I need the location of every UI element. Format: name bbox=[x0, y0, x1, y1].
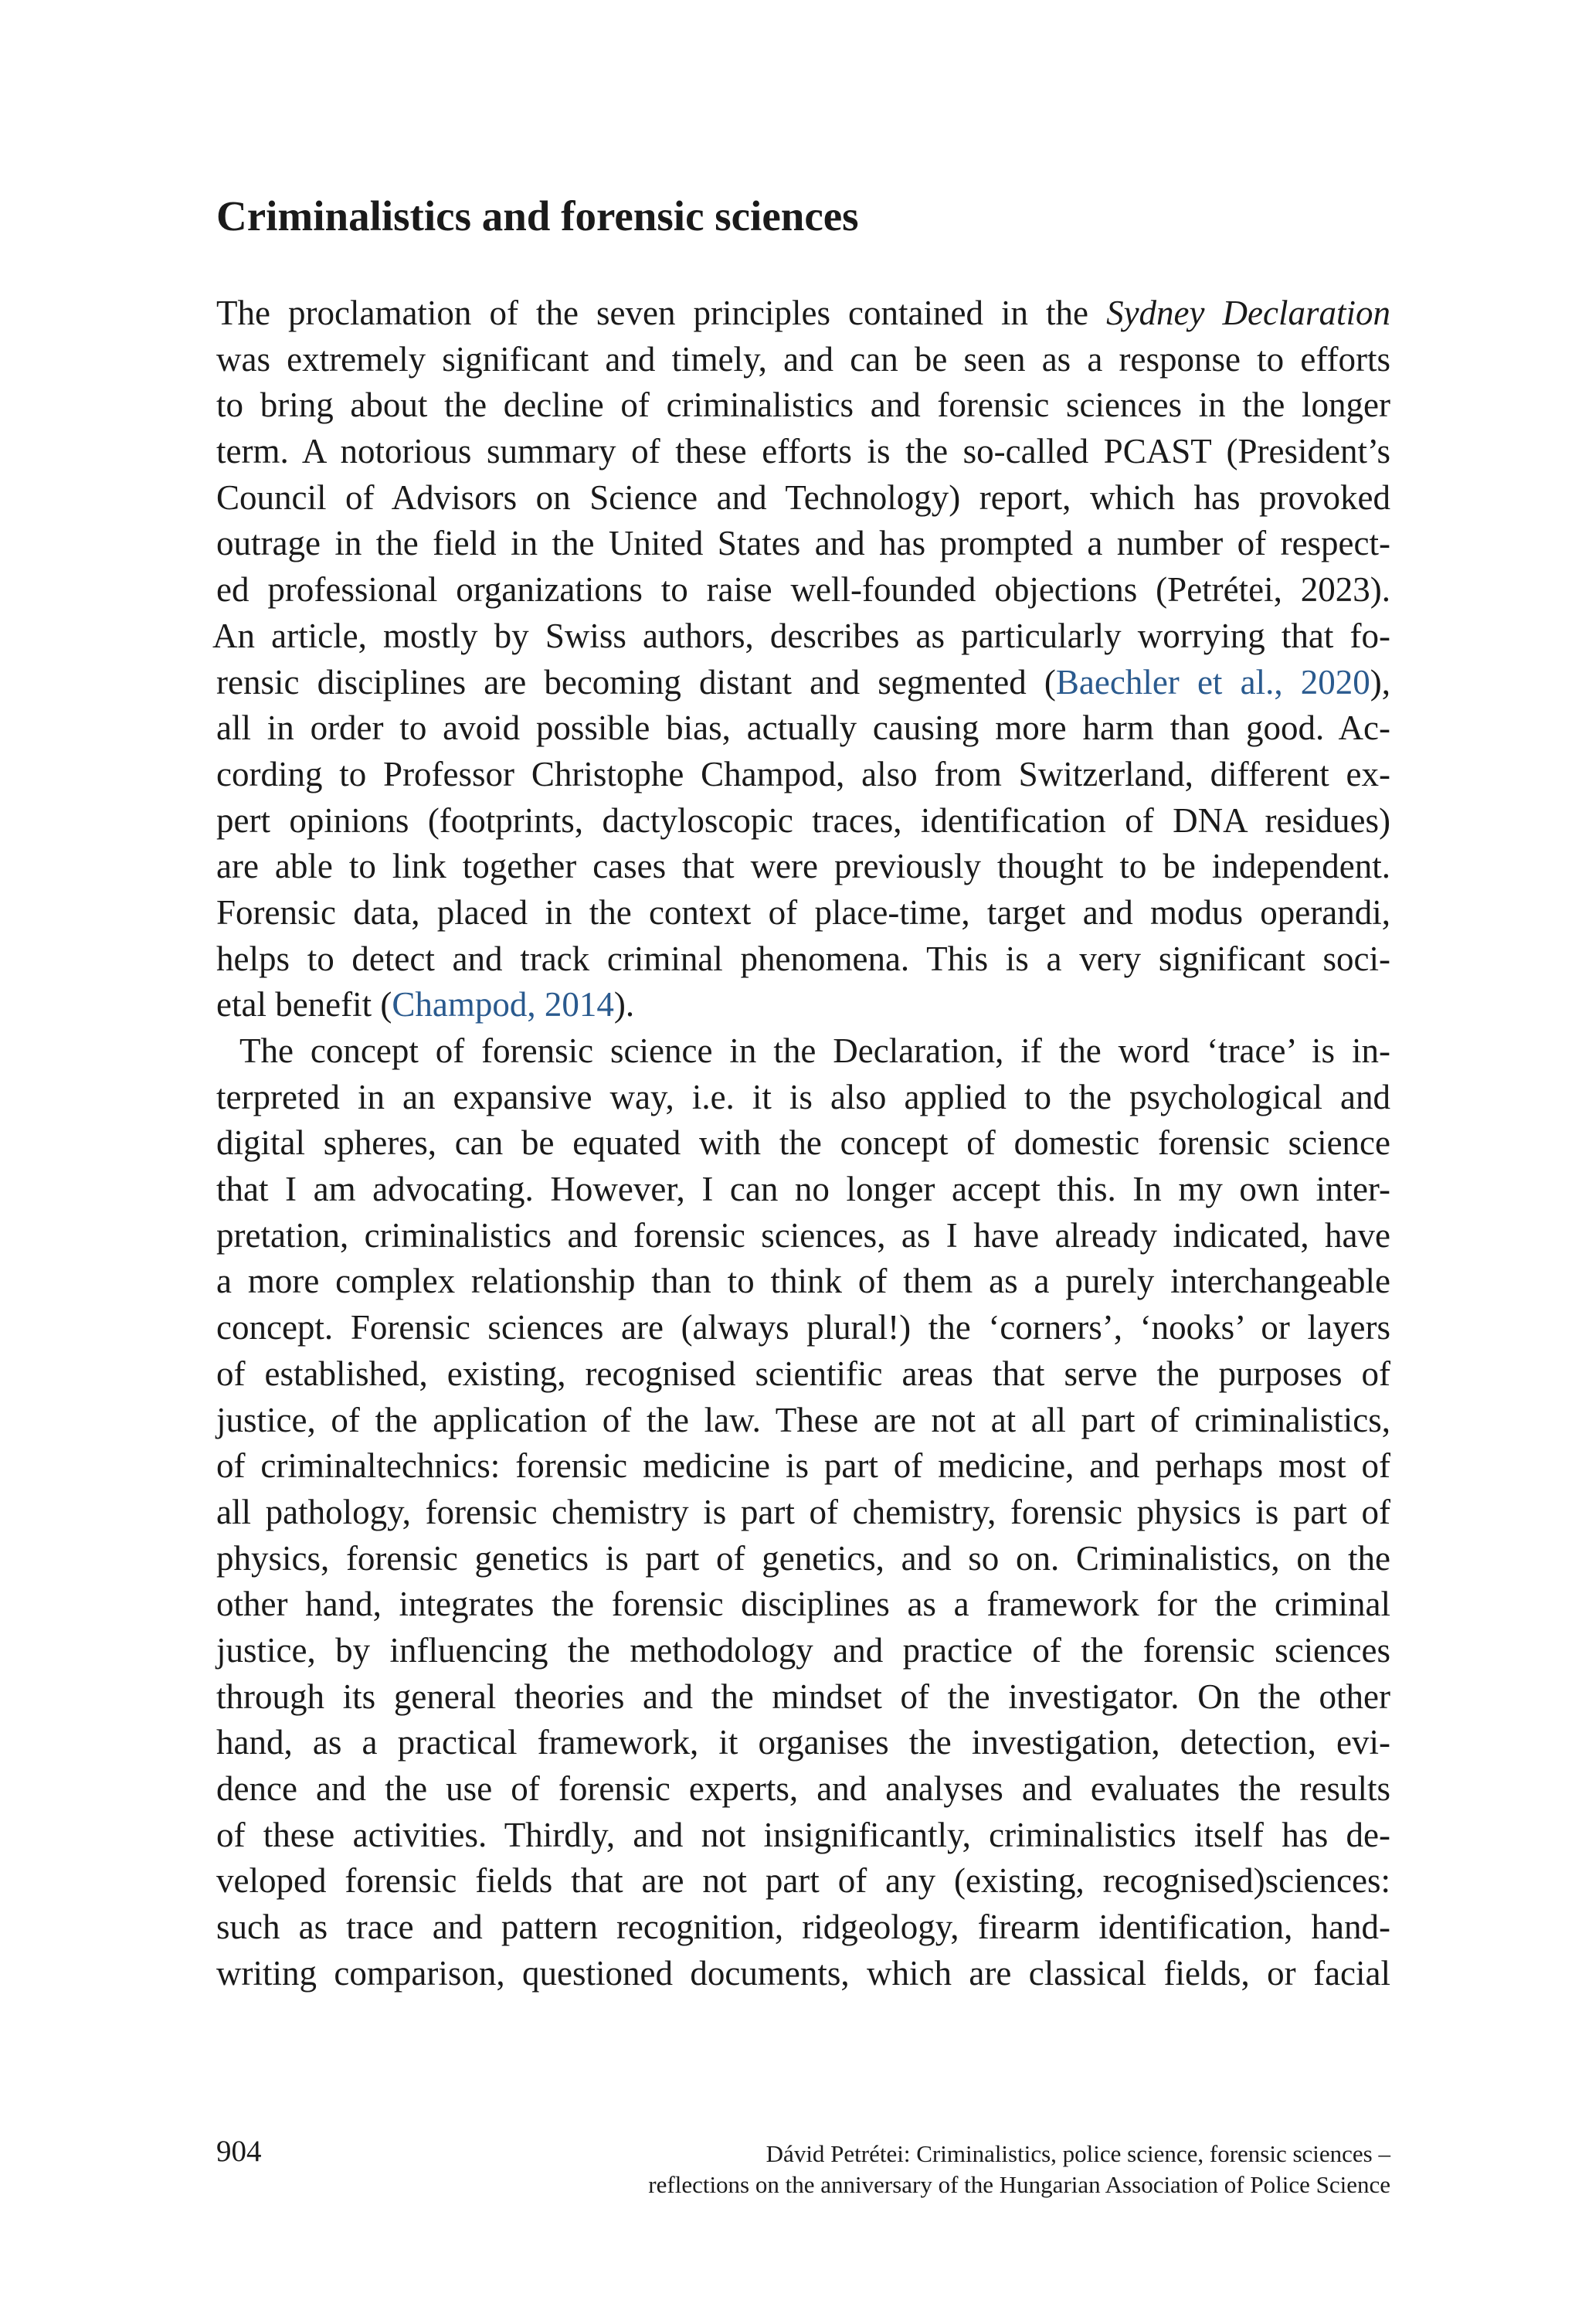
text-line: term. A notorious summary of these efforts is the so-called PCAST (President’s bbox=[216, 432, 1390, 471]
text-line: cording to Professor Christophe Champod, also from Switzerland, different ex- bbox=[216, 754, 1390, 793]
text-line: hand, as a practical framework, it organises the investigation, detection, evi- bbox=[216, 1723, 1390, 1762]
text-line: dence and the use of forensic experts, and analyses and evaluates the results bbox=[216, 1769, 1390, 1808]
text-line bbox=[216, 982, 1390, 1028]
text-line: through its general theories and the mindset of the investigator. On the other bbox=[216, 1677, 1390, 1716]
text-line: concept. Forensic sciences are (always plural!) the ‘corners’, ‘nooks’ or layers bbox=[216, 1308, 1390, 1347]
text-line: helps to detect and track criminal phenomena. This is a very significant soci- bbox=[216, 939, 1390, 978]
text-line: other hand, integrates the forensic disciplines as a framework for the criminal bbox=[216, 1585, 1390, 1624]
text-line: justice, of the application of the law. These are not at all part of criminalistics, bbox=[216, 1400, 1390, 1439]
text-segment: rensic disciplines are becoming distant and segmented ( bbox=[216, 662, 1056, 702]
text-line: all pathology, forensic chemistry is part of chemistry, forensic physics is part of bbox=[216, 1492, 1390, 1531]
text-line: such as trace and pattern recognition, ridgeology, firearm identification, hand- bbox=[216, 1908, 1390, 1947]
text-line: Council of Advisors on Science and Technology) report, which has provoked bbox=[216, 477, 1390, 517]
text-segment: etal benefit ( bbox=[216, 985, 392, 1024]
text-line: Forensic data, placed in the context of place-time, target and modus operandi, bbox=[216, 892, 1390, 932]
text-line: terpreted in an expansive way, i.e. it is also applied to the psychological and bbox=[216, 1077, 1390, 1116]
text-line: a more complex relationship than to think of them as a purely interchangeable bbox=[216, 1262, 1390, 1301]
citation-link-baechler[interactable]: Baechler et al., 2020 bbox=[1055, 662, 1370, 702]
text-line bbox=[216, 660, 1390, 706]
text-line: pert opinions (footprints, dactyloscopic traces, identification of DNA residues) bbox=[216, 800, 1390, 840]
text-line: to bring about the decline of criminalistics and forensic sciences in the longer bbox=[216, 386, 1390, 425]
text-line: that I am advocating. However, I can no longer accept this. In my own inter- bbox=[216, 1170, 1390, 1209]
text-line: ed professional organizations to raise well-founded objections (Petrétei, 2023). bbox=[216, 570, 1390, 610]
text-line: justice, by influencing the methodology and practice of the forensic sciences bbox=[216, 1630, 1390, 1670]
text-line: physics, forensic genetics is part of genetics, and so on. Criminalistics, on the bbox=[216, 1538, 1390, 1578]
page-number: 904 bbox=[216, 2135, 262, 2168]
running-head-line: reflections on the anniversary of the Hungarian Association of Police Science bbox=[648, 2171, 1390, 2198]
text-line: pretation, criminalistics and forensic sciences, as I have already indicated, have bbox=[216, 1215, 1390, 1255]
text-line: of criminaltechnics: forensic medicine is part of medicine, and perhaps most of bbox=[216, 1446, 1390, 1486]
text-line bbox=[216, 290, 1390, 337]
section-heading: Criminalistics and forensic sciences bbox=[216, 192, 859, 240]
text-line: The concept of forensic science in the Declaration, if the word ‘trace’ is in- bbox=[239, 1031, 1390, 1070]
text-segment: ). bbox=[613, 985, 635, 1024]
page bbox=[212, 0, 1390, 2324]
text-line: are able to link together cases that were previously thought to be independent. bbox=[216, 847, 1390, 886]
running-head bbox=[463, 2139, 1390, 2200]
text-line: all in order to avoid possible bias, actually causing more harm than good. Ac- bbox=[216, 708, 1390, 748]
text-segment: The proclamation of the seven principles contained in the bbox=[216, 294, 1107, 332]
italic-title: Sydney Declaration bbox=[1106, 294, 1390, 332]
text-line: veloped forensic fields that are not part of any (existing, recognised)sciences: bbox=[216, 1861, 1390, 1901]
text-line: of these activities. Thirdly, and not insignificantly, criminalistics itself has de- bbox=[216, 1815, 1390, 1854]
text-line: was extremely significant and timely, and can be seen as a response to efforts bbox=[216, 339, 1390, 379]
citation-link-champod[interactable]: Champod, 2014 bbox=[392, 985, 614, 1024]
body-text bbox=[212, 290, 1390, 1996]
text-line: of established, existing, recognised scientific areas that serve the purposes of bbox=[216, 1354, 1390, 1393]
running-head-line: Dávid Petrétei: Criminalistics, police science, forensic sciences – bbox=[766, 2140, 1390, 2167]
text-line: digital spheres, can be equated with the concept of domestic forensic science bbox=[216, 1123, 1390, 1163]
text-line: outrage in the field in the United States and has prompted a number of respect- bbox=[216, 524, 1390, 563]
text-segment: ), bbox=[1370, 662, 1390, 702]
text-line: writing comparison, questioned documents, which are classical fields, or facial bbox=[216, 1953, 1390, 1993]
text-line: An article, mostly by Swiss authors, describes as particularly worrying that fo- bbox=[212, 616, 1390, 655]
